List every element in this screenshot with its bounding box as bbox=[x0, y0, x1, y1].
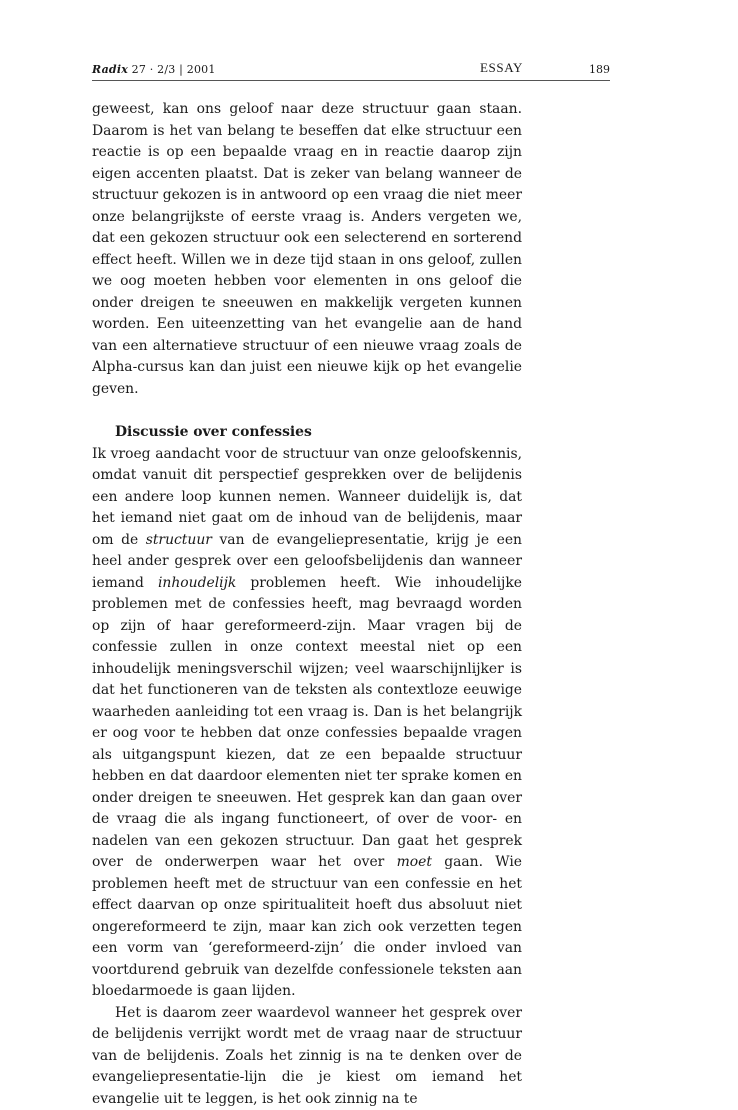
paragraph-1: geweest, kan ons geloof naar deze structuur gaan staan. Daarom is het van belang te beseffen dat elke structuur een reactie is op een bepaalde vraag en in reactie daarop zijn eigen accenten plaatst. Dat is zeker van belang wanneer de structuur gekozen is in antwoord op een vraag die niet meer onze belangrijkste of eerste vraag is. Anders vergeten we, dat een gekozen structuur ook een selecterend en sorterend effect heeft. Willen we in deze tijd staan in ons geloof, zullen we oog moeten hebben voor elementen in ons geloof die onder dreigen te sneeuwen en makkelijk vergeten kunnen worden. Een uiteenzetting van het evangelie aan de hand van een alternatieve structuur of een nieuwe vraag zoals de Alpha-cursus kan dan juist een nieuwe kijk op het evangelie geven. bbox=[92, 99, 522, 400]
section-heading: Discussie over confessies bbox=[115, 422, 522, 444]
page-number: 189 bbox=[589, 63, 610, 76]
paragraph-2-text-a: Ik vroeg aandacht voor de structuur van onze geloofskennis, omdat vanuit dit perspectief gesprekken over de belijdenis een andere loop kunnen nemen. Wanneer duidelijk is, dat het iemand niet gaat om de inhoud van de belijdenis, maar om de bbox=[92, 446, 522, 548]
paragraph-2-text-b: van de evangeliepresentatie, krijg je een heel ander gesprek over een geloofsbelijdenis dan wanneer iemand bbox=[92, 532, 522, 591]
emphasis-structuur: structuur bbox=[146, 532, 212, 548]
paragraph-2-text-c: problemen heeft. Wie inhoudelijke problemen met de confessies heeft, mag bevraagd worden op zijn of haar gereformeerd-zijn. Maar vragen bij de confessie zullen in onze context meestal niet op een inhoudelijk meningsverschil wijzen; veel waarschijnlijker is dat het functioneren van de teksten als contextloze eeuwige waarheden aanleiding tot een vraag is. Dan is het belangrijk er oog voor te hebben dat onze confessies bepaalde vragen als uitgangspunt kiezen, dat ze een bepaalde structuur hebben en dat daardoor elementen niet ter sprake komen en onder dreigen te sneeuwen. Het gesprek kan dan gaan over de vraag die als ingang functioneert, of over de voor- en nadelen van een gekozen structuur. Dan gaat het gesprek over de onderwerpen waar het over bbox=[92, 575, 522, 871]
emphasis-inhoudelijk: inhoudelijk bbox=[158, 575, 236, 591]
article-body bbox=[92, 99, 522, 1110]
section-label: ESSAY bbox=[480, 60, 523, 76]
paragraph-3: Het is daarom zeer waardevol wanneer het gesprek over de belijdenis verrijkt wordt met de vraag naar de structuur van de belijdenis. Zoals het zinnig is na te denken over de evangeliepresentatie-lijn die je kiest om iemand het evangelie uit te leggen, is het ook zinnig na te bbox=[92, 1003, 522, 1110]
paragraph-2 bbox=[92, 444, 522, 1003]
journal-reference bbox=[92, 63, 216, 76]
paragraph-2-text-d: gaan. Wie problemen heeft met de structuur van een confessie en het effect daarvan op onze spiritualiteit hoeft dus absoluut niet ongereformeerd te zijn, maar kan zich ook verzetten tegen een vorm van ‘gereformeerd-zijn’ die onder invloed van voortdurend gebruik van dezelfde confessionele teksten aan bloedarmoede is gaan lijden. bbox=[92, 854, 522, 999]
journal-title: Radix bbox=[92, 63, 128, 76]
emphasis-moet: moet bbox=[397, 854, 432, 870]
running-header bbox=[92, 58, 610, 81]
issue-number: 27 · 2/3 | 2001 bbox=[132, 63, 216, 76]
